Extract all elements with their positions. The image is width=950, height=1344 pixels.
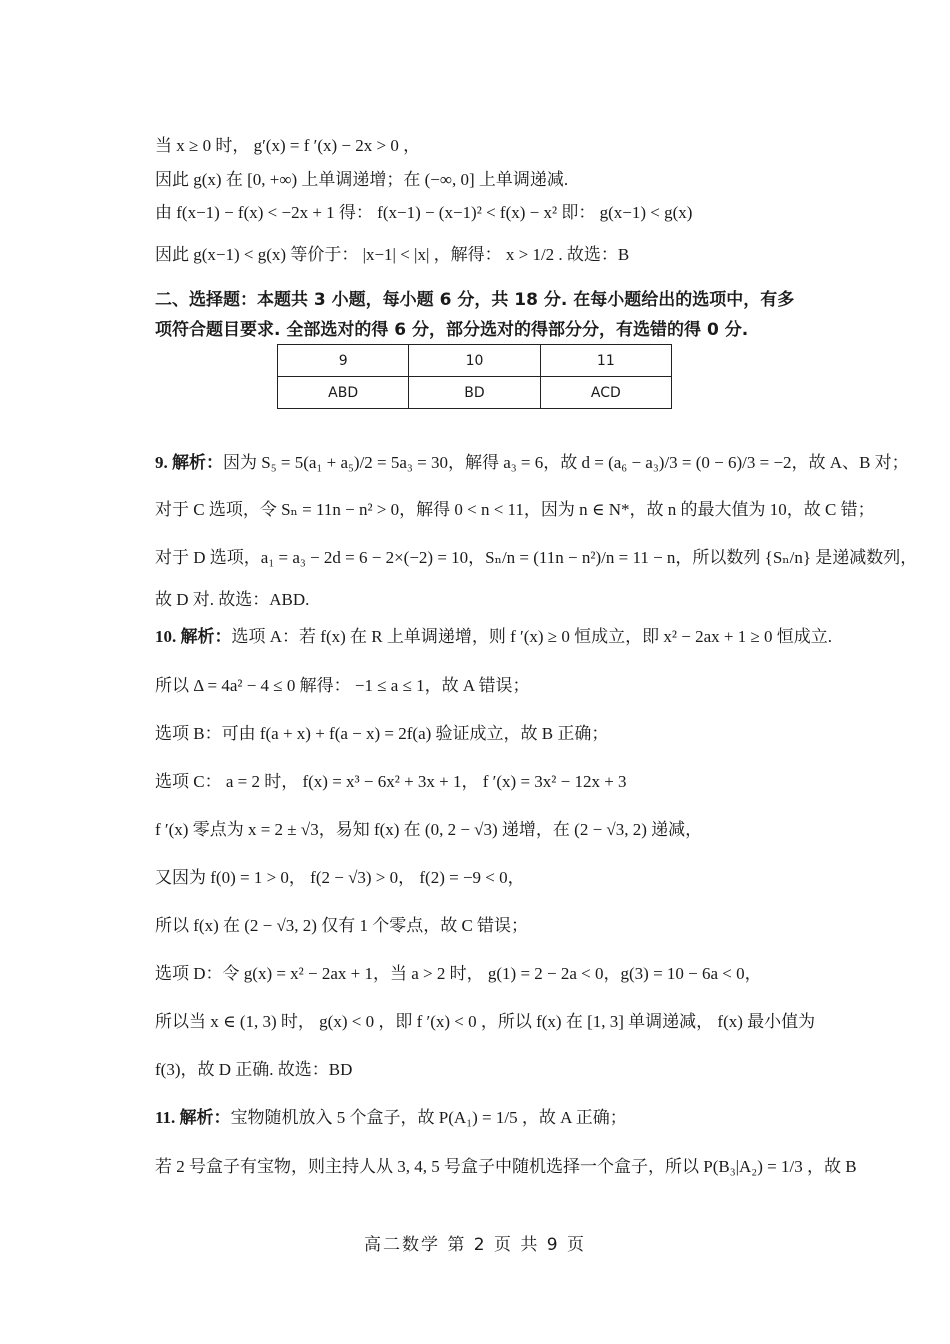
- q10-line-1: [155, 627, 833, 647]
- line-1: 当 x ≥ 0 时， g′(x) = f ′(x) − 2x > 0 ，: [155, 136, 421, 155]
- table-cell: ACD: [540, 377, 671, 409]
- page-footer: 高二数学 第 2 页 共 9 页: [363, 1235, 587, 1255]
- q11-text: 宝物随机放入 5 个盒子，故 P(A₁) = 1/5 ，故 A 正确；: [230, 1108, 627, 1127]
- q10-label: 10. 解析：: [155, 627, 232, 646]
- q10-line-8: 选项 D：令 g(x) = x² − 2ax + 1，当 a > 2 时， g(1) = 2 − 2a < 0，g(3) = 10 − 6a < 0，: [155, 964, 762, 983]
- table-cell: ABD: [278, 377, 409, 409]
- q10-text: 选项 A：若 f(x) 在 R 上单调递增，则 f ′(x) ≥ 0 恒成立，即 x² − 2ax + 1 ≥ 0 恒成立.: [231, 627, 833, 646]
- q11-line-2: 若 2 号盒子有宝物，则主持人从 3, 4, 5 号盒子中随机选择一个盒子，所以 P(B₃|A₂) = 1/3 ，故 B: [155, 1157, 857, 1176]
- q10-line-7: 所以 f(x) 在 (2 − √3, 2) 仅有 1 个零点，故 C 错误；: [155, 916, 529, 935]
- line-4: 因此 g(x−1) < g(x) 等价于： |x−1| < |x| ，解得： x > 1/2 . 故选：B: [155, 245, 630, 264]
- q11-line-1: [155, 1108, 815, 1128]
- q9-text: 因为 S₅ = 5(a₁ + a₅)/2 = 5a₃ = 30，解得 a₃ = 6，故 d = (a₆ − a₃)/3 = (0 − 6)/3 = −2，故 A、B 对；: [223, 453, 909, 472]
- q10-line-6: 又因为 f(0) = 1 > 0， f(2 − √3) > 0， f(2) = −9 < 0，: [155, 868, 525, 887]
- q9-line-1: [155, 453, 909, 473]
- q10-line-4: 选项 C： a = 2 时， f(x) = x³ − 6x² + 3x + 1， f ′(x) = 3x² − 12x + 3: [155, 772, 627, 791]
- line-3: 由 f(x−1) − f(x) < −2x + 1 得： f(x−1) − (x−1)² < f(x) − x² 即： g(x−1) < g(x): [155, 203, 693, 222]
- table-cell: 10: [409, 345, 540, 377]
- answer-table-answer-row: [278, 377, 672, 409]
- table-cell: 9: [278, 345, 409, 377]
- q10-line-5: f ′(x) 零点为 x = 2 ± √3，易知 f(x) 在 (0, 2 − √3) 递增，在 (2 − √3, 2) 递减，: [155, 820, 703, 839]
- q11-label: 11. 解析：: [155, 1108, 231, 1127]
- q10-line-2: 所以 Δ = 4a² − 4 ≤ 0 解得： −1 ≤ a ≤ 1，故 A 错误；: [155, 676, 530, 695]
- q9-line-2: 对于 C 选项，令 Sₙ = 11n − n² > 0，解得 0 < n < 11，因为 n ∈ N*，故 n 的最大值为 10，故 C 错；: [155, 500, 875, 519]
- section-heading-line-2: 项符合题目要求. 全部选对的得 6 分，部分选对的得部分分，有选错的得 0 分.: [155, 320, 749, 340]
- q10-line-10: f(3)，故 D 正确. 故选：BD: [155, 1060, 353, 1079]
- q10-line-3: 选项 B：可由 f(a + x) + f(a − x) = 2f(a) 验证成立，故 B 正确；: [155, 724, 609, 743]
- q9-line-4: 故 D 对. 故选：ABD.: [155, 590, 310, 609]
- q9-label: 9. 解析：: [155, 453, 223, 472]
- line-2: 因此 g(x) 在 [0, +∞) 上单调递增；在 (−∞, 0] 上单调递减.: [155, 170, 569, 189]
- answer-table: [277, 344, 672, 409]
- q10-line-9: 所以当 x ∈ (1, 3) 时， g(x) < 0 ，即 f ′(x) < 0 ，所以 f(x) 在 [1, 3] 单调递减， f(x) 最小值为: [155, 1012, 816, 1031]
- section-heading-line-1: 二、选择题：本题共 3 小题，每小题 6 分，共 18 分. 在每小题给出的选项中，有多: [155, 290, 795, 310]
- q9-line-3: 对于 D 选项，a₁ = a₃ − 2d = 6 − 2×(−2) = 10，Sₙ/n = (11n − n²)/n = 11 − n，所以数列 {Sₙ/n} 是递减数列，: [155, 548, 918, 567]
- answer-table-header-row: [278, 345, 672, 377]
- table-cell: BD: [409, 377, 540, 409]
- table-cell: 11: [540, 345, 671, 377]
